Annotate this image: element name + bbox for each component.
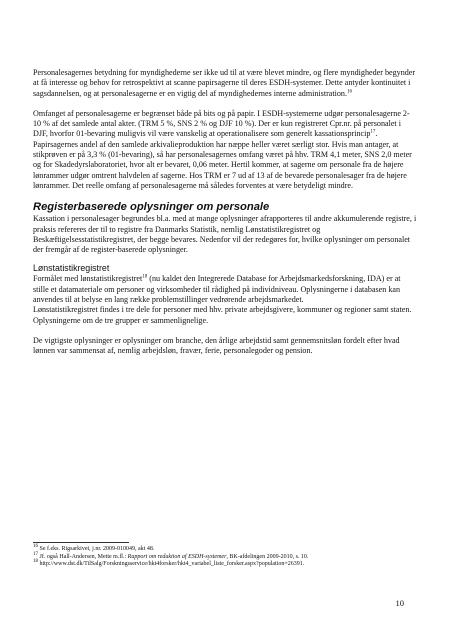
footnote-separator [33, 542, 129, 543]
footnote-16: $^{16}$ Se f.eks. Rigsarkivet, j.nr. 2009-010049, akt 48. [33, 544, 155, 552]
subheading: Lønstatistikregistret [33, 263, 110, 274]
paragraph-2: Omfanget af personalesagerne er begrænset både på bits og på papir. I ESDH-systemerne udgør personalesagerne 2-10 % af det samlede antal akter. (TRM 5 %, SNS 2 % og DJF 10 %). Der er kun registreret Cpr.nr. på personalet i DJF, hvorfor 01-bevaring muligvis vil være vanskelig at operationalisere som generelt kassationsprincip$^{17}$. Papirsagernes andel af den samlede arkivalieproduktion har næppe heller været særligt stor. Hvis man antager, at stikprøven er på 3,3 % (01-bevaring), så har personalesagernes omfang været på hhv. TRM 4,1 meter, SNS 2,0 meter og for Skadedyrslaboratoriet, hvor alt er bevaret, 0,06 meter. Hertil kommer, at sagerne om personale fra de højere lønrammer udgør omtrent halvdelen af sagerne. Hos TRM er 7 ud af 13 af de bevarede personalesager fra de højere lønrammer. Det reelle omfang af personalesagerne må således forventes at være betydeligt mindre. [33, 108, 412, 190]
footnote-17: $^{17}$ Jf. også Hall-Andersen, Mette m.fl.: Rapport om reduktion af ESDH-systemer, BK-afdelingen 2009-2010, s. 10. [33, 551, 309, 560]
paragraph-4: Formålet med lønstatistikregistret$^{18}$ (nu kaldet den Integrerede Database for Arbejdsmarkedsforskning, IDA) er at stille et datamateriale om personer og virksomheder til rådighed på individniveau. Oplysningerne i databasen kan anvendes til at belyse en lang række problemstillinger vedrørende arbejdsmarkedet. [33, 274, 401, 305]
footnote-ref-18[interactable]: 18 [142, 274, 148, 280]
paragraph-5: De vigtigste oplysninger er oplysninger om branche, den årlige arbejdstid samt gennemsnitsløn fordelt efter hvad lønnen var sammensat af, nemlig arbejdsløn, fravær, ferie, personalegoder og pension. [33, 335, 400, 356]
paragraph-4b: Lønstatistikregistret findes i tre dele for personer med hhv. private arbejdsgivere, kommuner og regioner samt staten. Oplysningerne om de tre grupper er sammenlignelige. [33, 305, 412, 325]
paragraph-1: Personalesagernes betydning for myndighederne ser ikke ud til at være blevet mindre, og flere myndigheder begynder at få interesse og behov for retrospektivt at scanne papirsagerne til deres ESDH-systemer. Dette antyder kontinuitet i sagsdannelsen, og at personalesagerne er en vigtig del af myndighedernes interne administration.$^{16}$ [33, 68, 416, 98]
footnote-18: $^{18}$ http://www.dst.dk/TilSalg/Forskningsservice/hkt4forsker/hkt4_variabel_liste_forsker.aspx?population=26391. [33, 559, 305, 568]
footnote-18-link[interactable]: http://www.dst.dk/TilSalg/Forskningsservice/hkt4forsker/hkt4_variabel_liste_forsker.aspx?population=26391. [38, 561, 305, 568]
footnotes [33, 542, 417, 569]
page-number: 10 [395, 598, 404, 608]
footnote-ref-17[interactable]: 17 [370, 129, 376, 135]
body-text [33, 68, 417, 357]
paragraph-3: Kassation i personalesager begrundes bl.a. med at mange oplysninger afrapporteres til andre akkumulerende registre, i praksis refereres der til to registre fra Danmarks Statistik, nemlig Lønstatistikregistret og Beskæftigelsesstatistikregistret, der begge bevares. Nedenfor vil der redegøres for, hvilke oplysninger om personalet der fremgår af de register-baserede oplysninger. [33, 214, 417, 255]
section-heading: Registerbaserede oplysninger om personale [33, 201, 270, 214]
footnote-ref-16[interactable]: 16 [346, 88, 352, 94]
